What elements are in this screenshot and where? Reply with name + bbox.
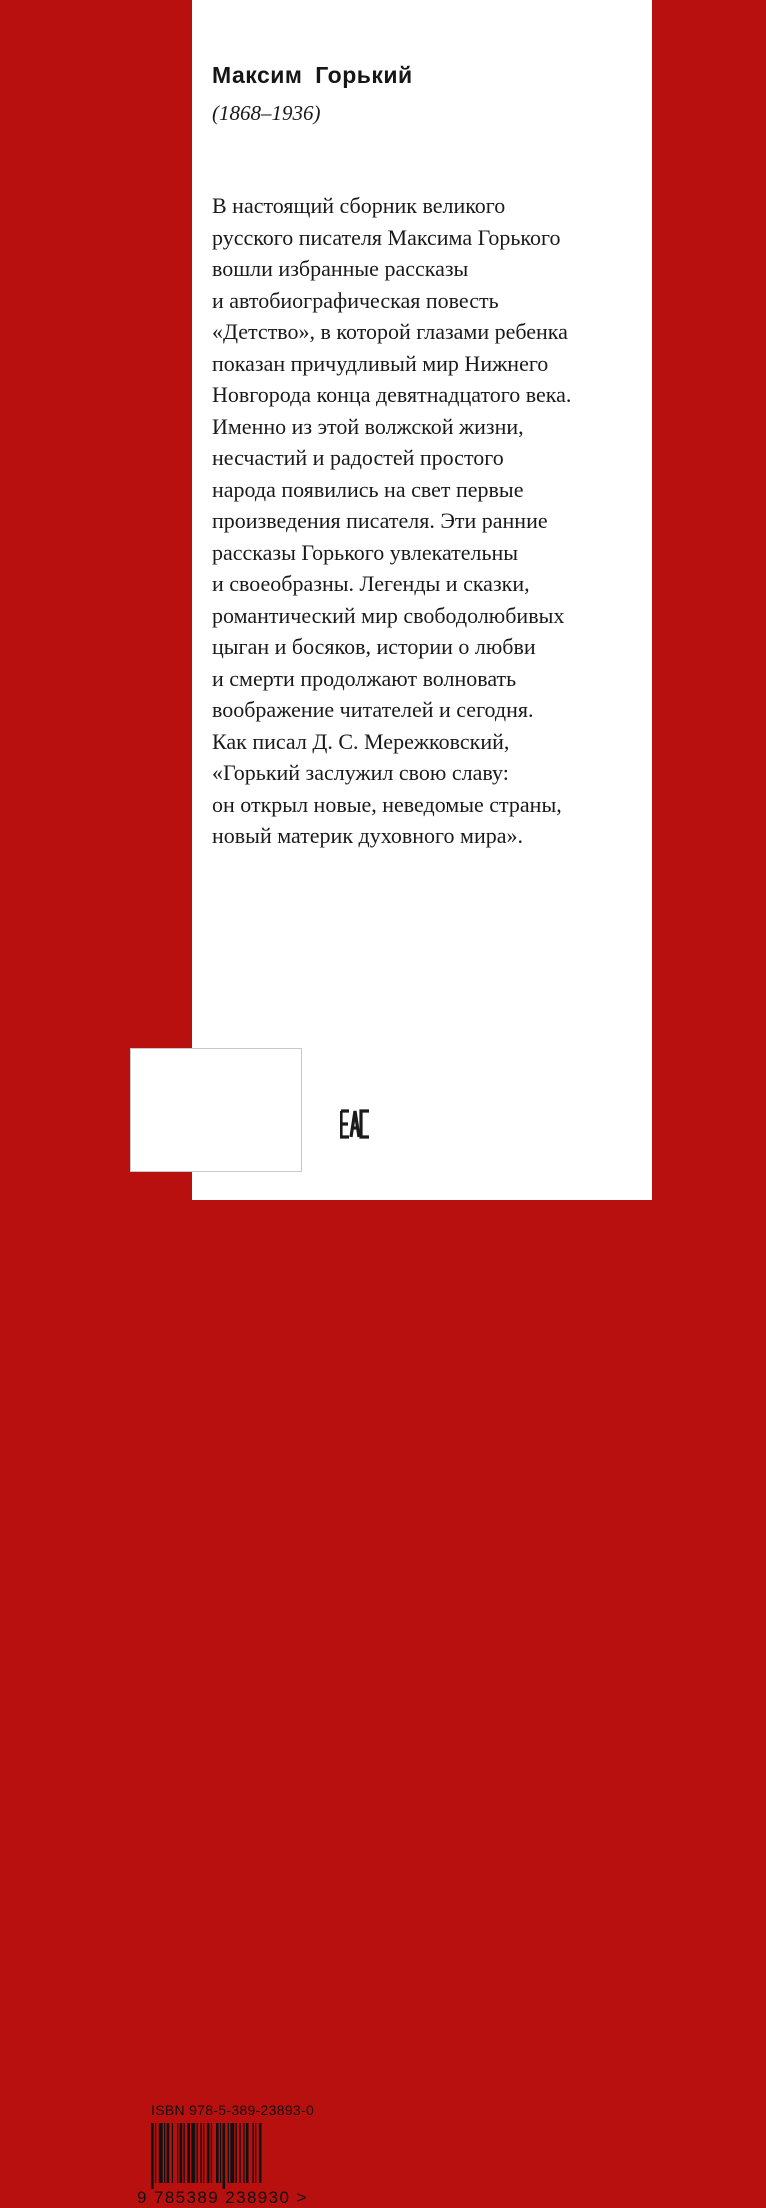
description-line: новый материк духовного мира».: [212, 823, 523, 848]
description-line: В настоящий сборник великого: [212, 193, 506, 218]
description-line: он открыл новые, неведомые страны,: [212, 791, 562, 817]
barcode-icon: [151, 2123, 297, 2189]
eac-mark: [340, 1109, 370, 1144]
barcode-bar: [172, 2123, 173, 2183]
barcode-bar: [197, 2123, 198, 2183]
barcode-bar: [243, 2123, 244, 2183]
description-line: произведения писателя. Эти ранние: [212, 508, 548, 533]
description-line: цыган и босяков, истории о любви: [212, 634, 536, 659]
isbn-barcode-block: [130, 1048, 315, 2207]
barcode-bar: [259, 2123, 262, 2183]
barcode-bar: [211, 2123, 212, 2183]
description-line: и автобиографическая повесть: [212, 287, 499, 313]
barcode-bar: [236, 2123, 237, 2183]
description-line: романтический мир свободолюбивых: [212, 602, 565, 628]
text-panel: [192, 0, 652, 1200]
right-red-band: [652, 0, 766, 1200]
description-line: рассказы Горького увлекательны: [212, 539, 519, 565]
barcode-bar: [246, 2123, 249, 2183]
description-line: русского писателя Максима Горького: [212, 224, 561, 250]
eac-icon: [340, 1109, 370, 1139]
description-line: Именно из этой волжской жизни,: [212, 413, 524, 439]
description-line: несчастий и радостей простого: [212, 445, 504, 470]
barcode-bar: [207, 2123, 210, 2183]
barcode-bar: [228, 2123, 229, 2183]
barcode-bar: [220, 2123, 221, 2183]
description-line: Новгорода конца девятнадцатого века.: [212, 382, 572, 407]
barcode-bar: [180, 2123, 183, 2183]
barcode-bar: [184, 2123, 185, 2183]
description-line: «Горький заслужил свою славу:: [212, 760, 509, 785]
barcode-bar: [200, 2123, 201, 2183]
description-line: воображение читателей и сегодня.: [212, 697, 534, 722]
barcode-bar: [151, 2123, 154, 2189]
author-name: Максим Горький: [212, 62, 413, 88]
left-red-band: [0, 0, 192, 1200]
barcode-bar: [216, 2123, 219, 2183]
description-line: Как писал Д. С. Мережковский,: [212, 728, 510, 754]
barcode-bar: [167, 2123, 170, 2183]
isbn-label: ISBN 978-5-389-23893-0: [151, 2102, 315, 2118]
barcode-bar: [155, 2123, 156, 2183]
barcode-bar: [252, 2123, 253, 2183]
author-years: (1868–1936): [212, 101, 321, 125]
barcode-bar: [177, 2123, 178, 2183]
barcode-digits: 9 785389 238930 >: [137, 2188, 308, 2207]
description-line: показан причудливый мир Нижнего: [212, 350, 549, 376]
barcode-bar: [164, 2123, 165, 2183]
barcode-bar: [239, 2123, 240, 2183]
book-description: [212, 190, 642, 852]
description-line: «Детство», в которой глазами ребенка: [212, 319, 568, 344]
barcode-bar: [255, 2123, 256, 2183]
description-line: народа появились на свет первые: [212, 476, 524, 502]
description-line: и своеобразны. Легенды и сказки,: [212, 571, 530, 596]
barcode-bar: [223, 2123, 226, 2189]
barcode-bar: [191, 2123, 195, 2183]
barcode-bar: [203, 2123, 204, 2183]
barcode-bar: [230, 2123, 234, 2183]
description-line: вошли избранные рассказы: [212, 256, 469, 281]
description-line: и смерти продолжают волновать: [212, 665, 517, 691]
barcode-bar: [187, 2123, 190, 2183]
barcode-bar: [159, 2123, 163, 2183]
